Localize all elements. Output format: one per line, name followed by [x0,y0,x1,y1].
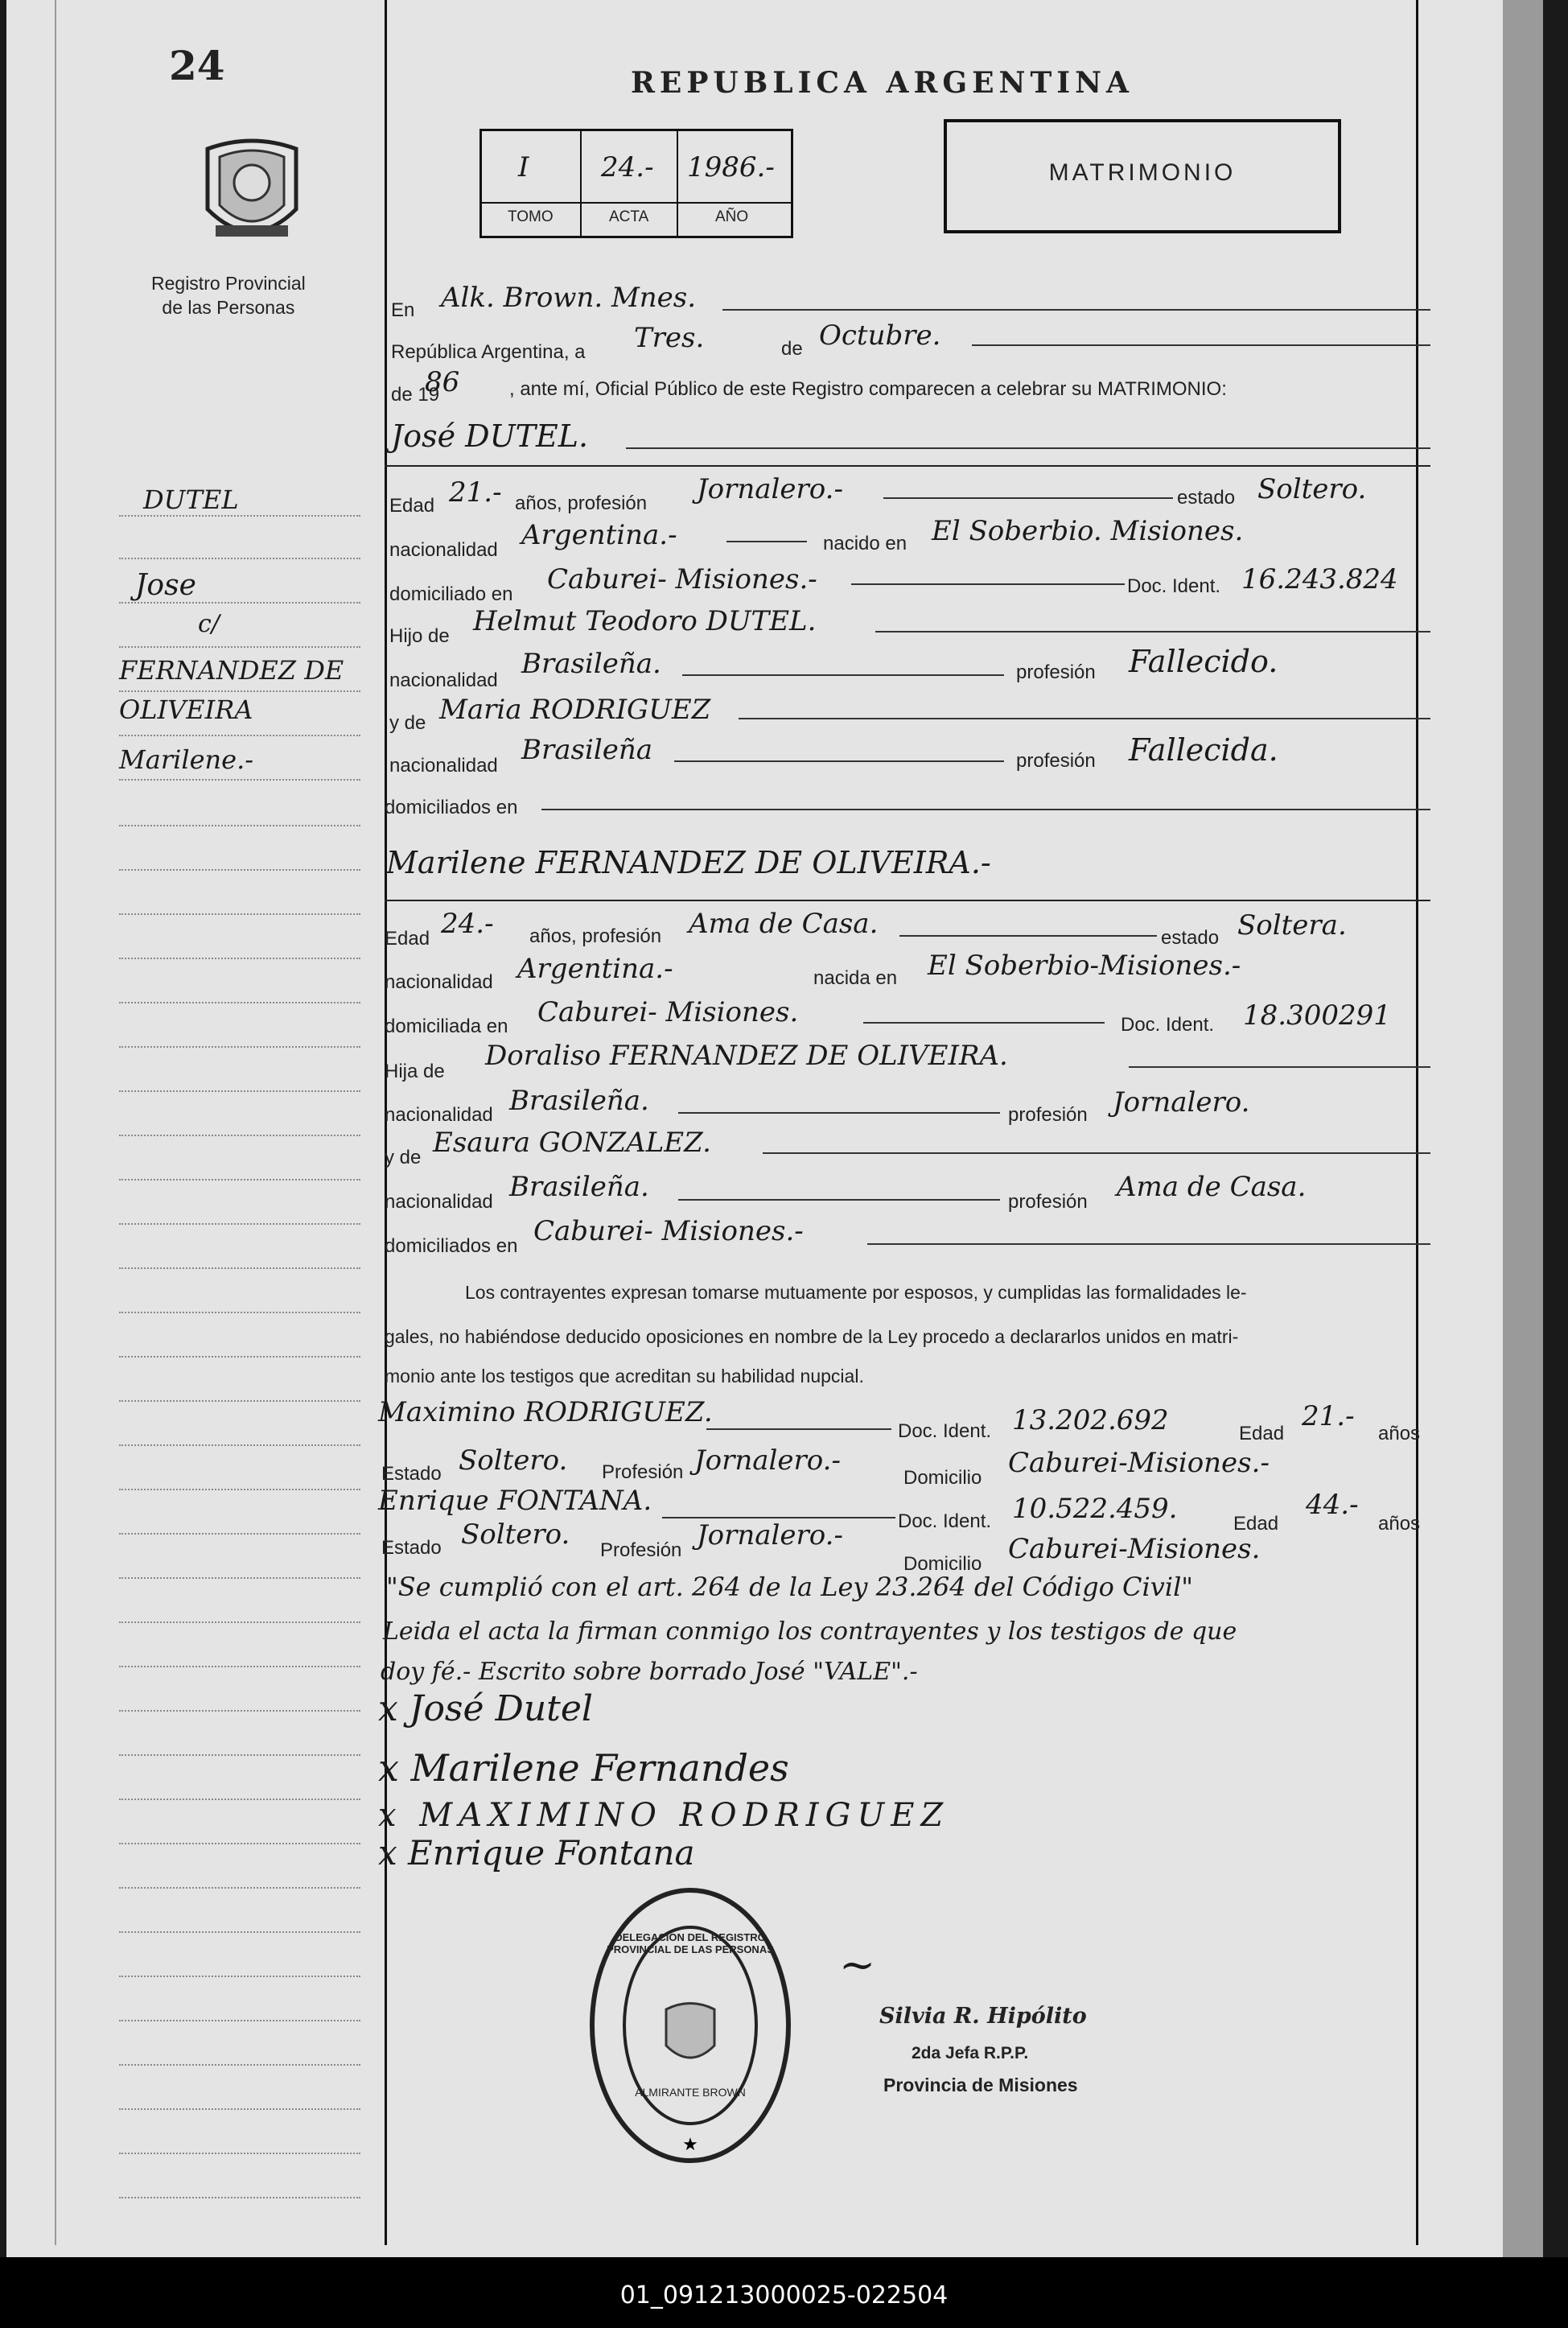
bride-doc-label: Doc. Ident. [1121,1014,1215,1036]
anio-label: AÑO [715,208,749,225]
bride-domiciliados: Caburei- Misiones.- [533,1215,804,1247]
signature-witness-2: x Enrique Fontana [378,1833,695,1873]
svg-text:★: ★ [682,2135,698,2155]
bride-domiciliada: Caburei- Misiones. [537,996,799,1028]
bride-father-prof: Jornalero. [1113,1086,1250,1119]
margin-note-name: Jose [135,569,196,602]
bride-anos-label: años, profesión [529,925,662,947]
margin-note-bride-name: Marilene.- [119,744,254,775]
groom-father: Helmut Teodoro DUTEL. [473,605,817,637]
bride-domiciliados-label: domiciliados en [385,1235,518,1257]
acta-value: 24.- [601,151,654,183]
bride-mother: Esaura GONZALEZ. [433,1127,711,1159]
groom-mother-prof-label: profesión [1016,750,1096,772]
bride-nacida: El Soberbio-Misiones.- [928,950,1241,982]
groom-estado: Soltero. [1257,473,1367,505]
witness1-dom-label: Domicilio [903,1467,982,1489]
bride-dom-label: domiciliada en [385,1016,508,1037]
document-page [6,0,1503,2257]
bride-father: Doraliso FERNANDEZ DE OLIVEIRA. [485,1040,1008,1072]
witness1-edad-label: Edad [1239,1423,1285,1444]
witness1-edad: 21.- [1302,1400,1355,1432]
declaration-line-2: gales, no habiéndose deducido oposiciones en nombre de la Ley procedo a declararlos unidos en matri- [385,1326,1239,1347]
margin-note-bride-surname: FERNANDEZ DE [119,655,344,686]
groom-name: José DUTEL. [391,418,589,454]
bride-mother-nac-label: nacionalidad [385,1191,493,1213]
groom-mother-nac-label: nacionalidad [389,755,498,777]
groom-hijo-label: Hijo de [389,625,450,647]
bride-hija-label: Hija de [385,1061,445,1082]
witness1-anos-label: años [1378,1423,1421,1444]
groom-father-nac-label: nacionalidad [389,670,498,691]
month-value: Octubre. [819,319,941,352]
right-margin-rule [1416,0,1418,2245]
bride-edad: 24.- [441,908,494,940]
groom-nacionalidad: Argentina.- [521,519,677,551]
bride-estado: Soltera. [1237,909,1347,942]
oval-stamp-icon [586,1885,795,2166]
republica-label: República Argentina, a [391,341,586,363]
witness2-doc-label: Doc. Ident. [898,1510,992,1532]
witness2-doc: 10.522.459. [1012,1493,1178,1525]
bride-nacida-label: nacida en [813,967,898,989]
witness2-anos-label: años [1378,1513,1421,1535]
groom-edad: 21.- [449,476,502,509]
witness2-profesion: Jornalero.- [697,1519,843,1551]
witness2-name: Enrique FONTANA. [378,1485,652,1517]
witness1-prof-label: Profesión [602,1461,684,1483]
bride-yde-label: y de [385,1147,422,1168]
book-binding-edge [1503,0,1543,2257]
stamp-inner-text: ALMIRANTE BROWN [635,2086,746,2099]
witness1-profesion: Jornalero.- [694,1444,841,1477]
groom-yde-label: y de [389,712,426,734]
witness2-domicilio: Caburei-Misiones. [1008,1533,1261,1565]
groom-nacido-label: nacido en [823,533,907,554]
groom-doc: 16.243.824 [1241,563,1398,595]
year-value: 86 [425,366,460,398]
groom-domiciliado: Caburei- Misiones.- [547,563,817,595]
country-title: REPUBLICA ARGENTINA [631,66,1134,100]
witness2-prof-label: Profesión [600,1539,682,1561]
groom-domiciliados-label: domiciliados en [385,797,518,818]
groom-father-nac: Brasileña. [521,648,661,680]
witness1-doc-label: Doc. Ident. [898,1420,992,1442]
groom-doc-label: Doc. Ident. [1127,575,1221,597]
intro-text: , ante mí, Oficial Público de este Registro comparecen a celebrar su MATRIMONIO: [509,378,1227,400]
act-type: MATRIMONIO [1048,159,1237,186]
groom-father-prof-label: profesión [1016,661,1096,683]
groom-father-prof: Fallecido. [1129,644,1278,679]
groom-profesion: Jornalero.- [697,473,843,505]
stamp-text: DELEGACION DEL REGISTRO PROVINCIAL DE LAS PERSONAS [607,1931,774,1955]
witness2-edad-label: Edad [1233,1513,1279,1535]
witness1-domicilio: Caburei-Misiones.- [1008,1447,1270,1479]
groom-dom-label: domiciliado en [389,583,513,605]
bride-mother-prof-label: profesión [1008,1191,1088,1213]
bride-mother-prof: Ama de Casa. [1117,1171,1307,1203]
official-title: 2da Jefa R.P.P. [912,2044,1029,2062]
page-fold-left [55,0,56,2245]
bride-father-nac: Brasileña. [509,1085,649,1117]
note-closing: doy fé.- Escrito sobre borrado José "VALE".- [381,1658,918,1686]
groom-mother-nac: Brasileña [521,734,652,766]
scan-id: 01_091213000025-022504 [619,2281,949,2309]
groom-nac-label: nacionalidad [389,539,498,561]
signature-bride: x Marilene Fernandes [378,1746,789,1790]
official-signature: ~ [839,1939,876,1990]
bride-doc: 18.300291 [1243,999,1391,1032]
bride-name: Marilene FERNANDEZ DE OLIVEIRA.- [386,845,991,880]
witness2-dom-label: Domicilio [903,1553,982,1575]
groom-anos-label: años, profesión [515,492,648,514]
de19-label: de 19 [391,384,440,406]
provincial-emblem-icon [200,133,304,253]
bride-mother-nac: Brasileña. [509,1171,649,1203]
groom-mother-prof: Fallecida. [1129,732,1278,768]
declaration-line-3: monio ante los testigos que acreditan su habilidad nupcial. [385,1366,864,1386]
declaration-line-1: Los contrayentes expresan tomarse mutuamente por esposos, y cumplidas las formalidades le- [465,1282,1247,1303]
note-legal-reference: "Se cumplió con el art. 264 de la Ley 23.264 del Código Civil" [386,1572,1194,1602]
witness2-edad: 44.- [1306,1489,1359,1521]
witness2-estado: Soltero. [461,1518,570,1551]
witness1-estado-label: Estado [381,1463,442,1485]
bride-nacionalidad: Argentina.- [517,953,673,985]
tomo-label: TOMO [508,208,554,225]
act-type-box [944,119,1341,233]
bride-nac-label: nacionalidad [385,971,493,993]
registry-name: Registro Provincial de las Personas [151,273,306,318]
margin-note-conjunction: c/ [198,610,220,638]
witness1-name: Maximino RODRIGUEZ. [378,1396,713,1428]
bride-estado-label: estado [1161,927,1220,949]
act-reference-box [479,129,793,238]
bride-edad-label: Edad [385,928,430,950]
groom-nacido: El Soberbio. Misiones. [932,515,1244,547]
de-label: de [781,338,803,360]
groom-edad-label: Edad [389,495,435,517]
bride-father-prof-label: profesión [1008,1104,1088,1126]
signature-groom: x José Dutel [378,1688,593,1729]
en-value: Alk. Brown. Mnes. [441,282,697,314]
margin-note-bride-surname-2: OLIVEIRA [119,694,253,725]
bride-father-nac-label: nacionalidad [385,1104,493,1126]
anio-value: 1986.- [687,151,775,183]
page-number: 24 [169,42,225,89]
witness1-estado: Soltero. [459,1444,568,1477]
official-province: Provincia de Misiones [883,2075,1078,2095]
witness2-estado-label: Estado [381,1537,442,1559]
note-reading: Leida el acta la firman conmigo los contrayentes y los testigos de que [383,1617,1237,1646]
bride-profesion: Ama de Casa. [689,908,879,940]
registry-stamp [586,1885,795,2166]
witness1-doc: 13.202.692 [1012,1404,1169,1436]
en-label: En [391,299,415,321]
tomo-value: I [518,151,529,183]
groom-estado-label: estado [1177,487,1236,509]
day-value: Tres. [634,322,705,354]
groom-mother: Maria RODRIGUEZ [439,694,711,726]
acta-label: ACTA [609,208,649,225]
official-name: Silvia R. Hipólito [879,2004,1087,2029]
margin-note-surname: DUTEL [143,484,239,515]
signature-witness-1: x MAXIMINO RODRIGUEZ [378,1797,950,1834]
